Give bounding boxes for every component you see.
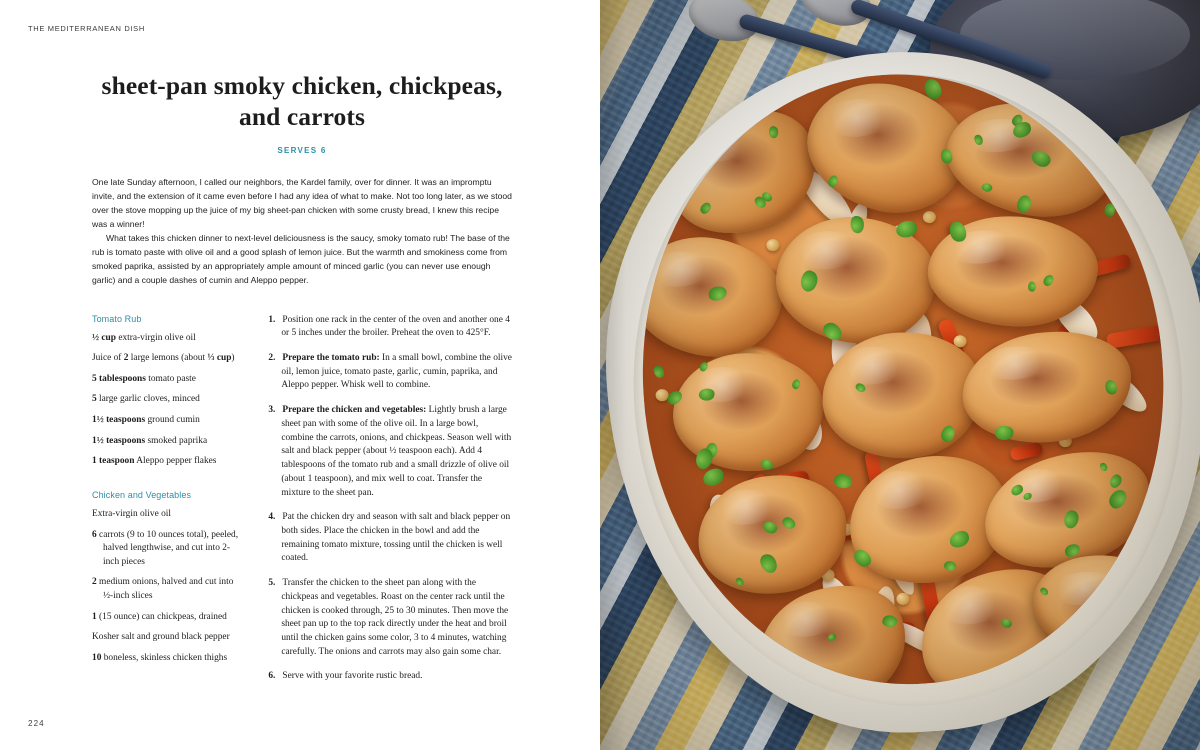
step-text: Transfer the chicken to the sheet pan along with the chickpeas and vegetables. Roast on the center rack until the chicken is cooked through, 25 to 30 minutes. Then move the sheet pan up to the top rack directly under the heat and broil until the chicken gains some color, 3 to 4 minutes, watching carefully. The onions and carrots may also gain some char. xyxy=(281,578,509,657)
step-lead: Prepare the chicken and vegetables: xyxy=(282,405,427,416)
step xyxy=(268,577,512,659)
list-item: 1½ teaspoons smoked paprika xyxy=(92,435,208,446)
list-item: Juice of 2 large lemons (about ⅓ cup) xyxy=(92,353,235,364)
list-item: Kosher salt and ground black pepper xyxy=(92,632,230,643)
step xyxy=(268,404,512,500)
steps-list xyxy=(268,314,512,685)
step-number: 2. xyxy=(268,353,276,364)
ingredient-list xyxy=(92,508,244,666)
step-text: In a small bowl, combine the olive oil, lemon juice, tomato paste, garlic, cumin, paprika, and Aleppo pepper. Whisk well to combine. xyxy=(281,353,512,391)
step xyxy=(268,511,512,566)
step-text: Serve with your favorite rustic bread. xyxy=(282,671,423,682)
list-item: 5 large garlic cloves, minced xyxy=(92,394,200,405)
ingredient-group-heading: Tomato Rub xyxy=(92,313,142,324)
page-number: 224 xyxy=(28,719,45,728)
recipe-photo-page xyxy=(600,0,1200,750)
recipe-columns xyxy=(92,314,512,696)
page-title: sheet-pan smoky chicken, chickpeas, and carrots xyxy=(101,71,503,132)
list-item: 2 medium onions, halved and cut into ½-inch slices xyxy=(92,577,234,602)
spacer xyxy=(92,476,244,490)
step-number: 1. xyxy=(268,314,276,325)
list-item: ½ cup extra-virgin olive oil xyxy=(92,332,196,343)
list-item: 1½ teaspoons ground cumin xyxy=(92,415,200,426)
recipe-content xyxy=(92,70,512,695)
step xyxy=(268,314,512,341)
ingredients-column xyxy=(92,314,244,696)
photo-vignette xyxy=(600,0,1200,750)
step-number: 3. xyxy=(268,405,276,416)
step-number: 5. xyxy=(268,578,276,589)
list-item: 10 boneless, skinless chicken thighs xyxy=(92,652,228,663)
step-text: Lightly brush a large sheet pan with some of the olive oil. In a large bowl, combine the carrots, onions, and chickpeas. Season well with salt and black pepper (about ½ teaspoon each). Add 4 tablespoons of the tomato rub and a small drizzle of olive oil (about 1 teaspoon), and mix well to coat. Transfer the mixture to the sheet pan. xyxy=(281,405,512,498)
headnote-paragraph: What takes this chicken dinner to next-level deliciousness is the saucy, smoky tomato rub! The base of the rub is tomato paste with olive oil and a good splash of lemon juice. But the warmth and smokiness come from smoked paprika, assisted by an appropriately ample amount of minced garlic (you can never use enough garlic) and a couple dashes of cumin and Aleppo pepper. xyxy=(92,232,510,285)
headnote-paragraph: One late Sunday afternoon, I called our neighbors, the Kardel family, over for dinner. It was an impromptu invite, and the extension of it came even before I had any idea of what to make. Not too long later, as we stood over the stove mopping up the juice of my big sheet-pan chicken with some crusty bread, I knew this recipe was a winner! xyxy=(92,177,512,229)
list-item: 1 (15 ounce) can chickpeas, drained xyxy=(92,611,227,622)
food-photograph xyxy=(600,0,1200,750)
step-number: 6. xyxy=(268,671,276,682)
ingredient-group-heading: Chicken and Vegetables xyxy=(92,489,192,500)
headnote xyxy=(92,176,512,287)
step xyxy=(268,352,512,393)
list-item: 5 tablespoons tomato paste xyxy=(92,373,196,384)
step xyxy=(268,670,512,684)
method-column xyxy=(268,314,512,696)
list-item: 1 teaspoon Aleppo pepper flakes xyxy=(92,456,217,467)
running-head: THE MEDITERRANEAN DISH xyxy=(28,24,145,33)
serves-label: SERVES 6 xyxy=(277,146,327,156)
step-text: Pat the chicken dry and season with salt and black pepper on both sides. Place the chicken in the bowl and add the remaining tomato mixture, tossing until the chicken is well coated. xyxy=(281,512,511,564)
ingredient-list xyxy=(92,332,244,469)
step-lead: Prepare the tomato rub: xyxy=(282,353,380,364)
step-number: 4. xyxy=(268,512,276,523)
list-item: Extra-virgin olive oil xyxy=(92,508,171,519)
list-item: 6 carrots (9 to 10 ounces total), peeled, halved lengthwise, and cut into 2-inch pieces xyxy=(92,529,239,567)
step-text: Position one rack in the center of the oven and another one 4 or 5 inches under the broiler. Preheat the oven to 425°F. xyxy=(281,314,510,339)
